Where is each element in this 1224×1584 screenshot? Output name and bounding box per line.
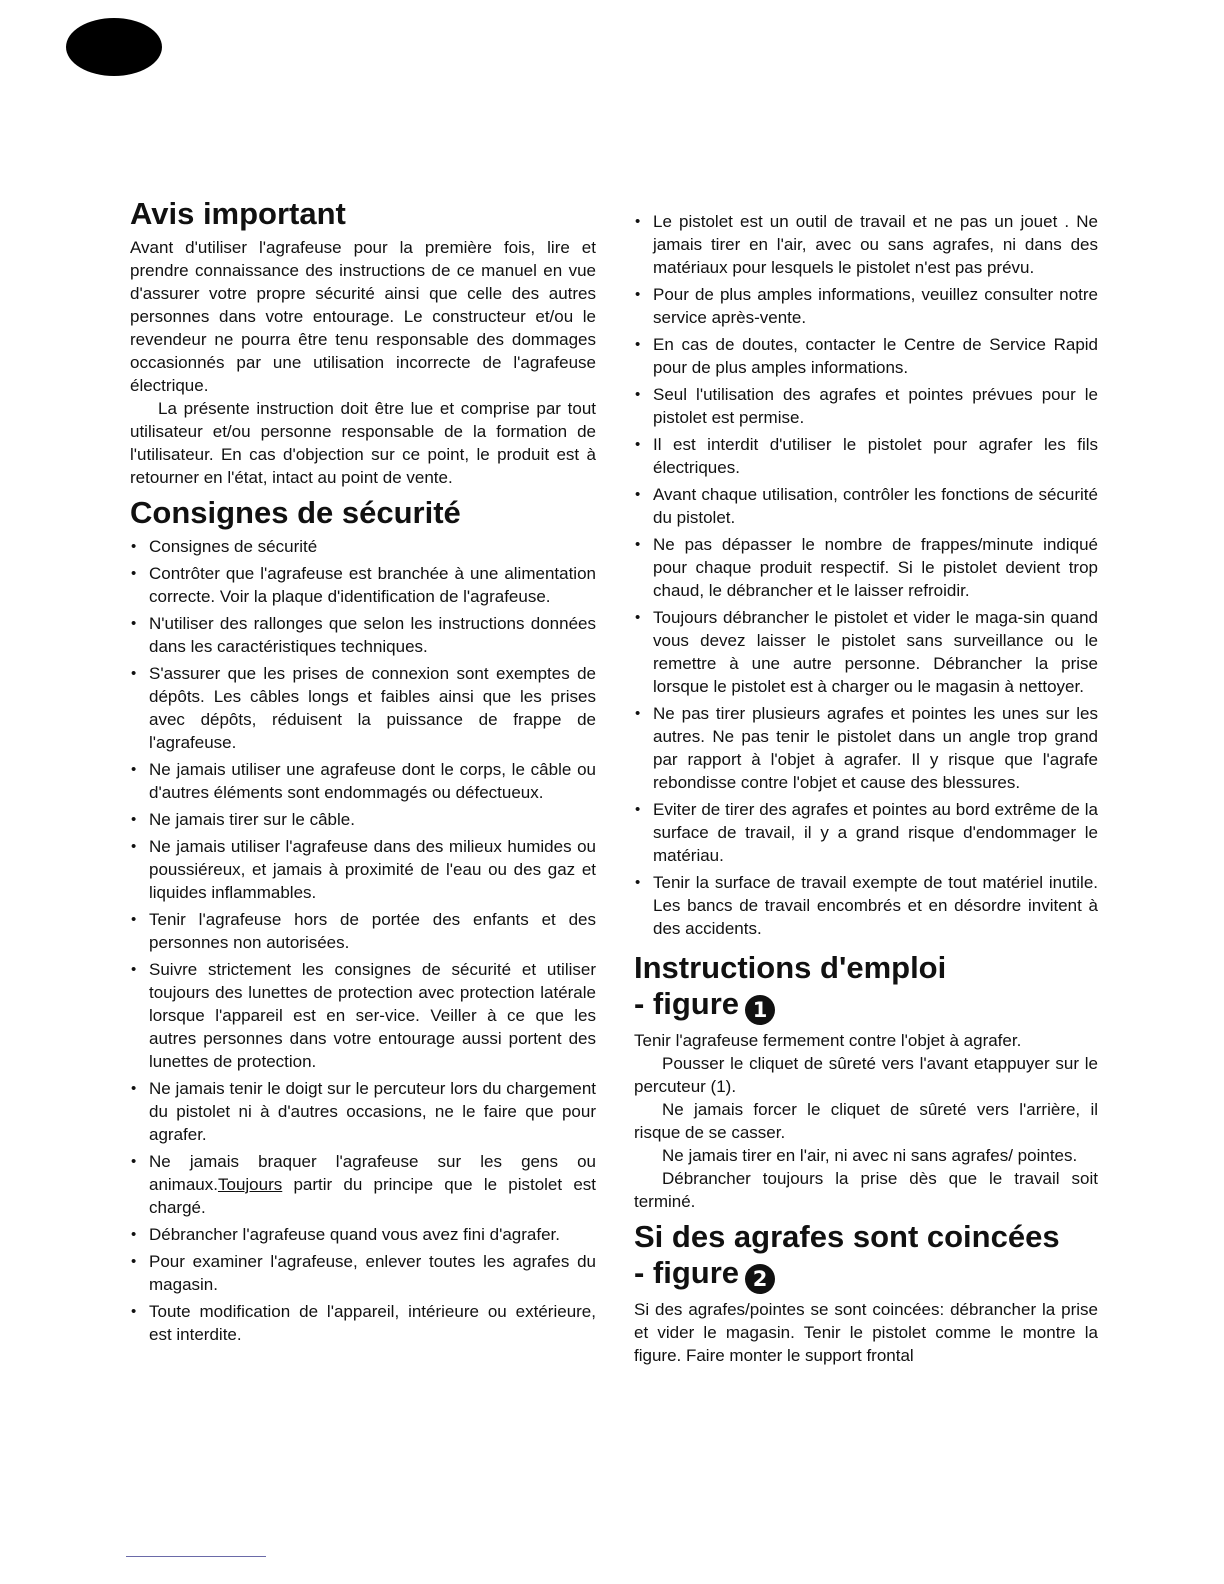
consignes-title: Consignes de sécurité [130, 495, 461, 530]
emploi-paragraph-3: Ne jamais forcer le cliquet de sûreté vers l'arrière, il risque de se casser. [634, 1100, 1098, 1142]
list-item: • Tenir la surface de travail exempte de tout matériel inutile. Les bancs de travail encombrés et en désordre invitent à des accidents. [634, 871, 1098, 940]
avis-paragraph-1: Avant d'utiliser l'agrafeuse pour la première fois, lire et prendre connaissance des instructions de ce manuel en vue d'assurer votre propre sécurité ainsi que celle des autres personnes dans votre entourage. Le constructeur et/ou le revendeur ne pourra être tenu responsable des dommages occasionnés par une utilisation incorrecte de l'agrafeuse électrique. [130, 238, 596, 395]
emploi-paragraph-5: Débrancher toujours la prise dès que le travail soit terminé. [634, 1169, 1098, 1211]
right-column [634, 210, 1098, 1367]
list-item: • S'assurer que les prises de connexion sont exemptes de dépôts. Les câbles longs et faibles ainsi que les prises avec dépôts, réduisent la puissance de frappe de l'agrafeuse. [130, 662, 596, 754]
consignes-list [130, 535, 596, 1346]
list-item: • Ne jamais tirer sur le câble. [130, 808, 596, 831]
braquer-text: Ne jamais braquer l'agrafeuse sur les gens ou animaux. [149, 1152, 596, 1194]
safety-list-continued [634, 210, 1098, 940]
coince-title-line-1: Si des agrafes sont coincées [634, 1219, 1060, 1254]
list-item: • Il est interdit d'utiliser le pistolet pour agrafer les fils électriques. [634, 433, 1098, 479]
list-item: • Consignes de sécurité [130, 535, 596, 558]
language-badge [66, 18, 162, 76]
list-item: • Avant chaque utilisation, contrôler les fonctions de sécurité du pistolet. [634, 483, 1098, 529]
emploi-title [634, 950, 1098, 1025]
avis-paragraph-2: La présente instruction doit être lue et comprise par tout utilisateur et/ou personne responsable de la formation de l'utilisateur. En cas d'objection sur ce point, le produit est à retourner en l'état, intact au point de vente. [130, 399, 596, 487]
coince-title [634, 1219, 1098, 1294]
list-item: • Tenir l'agrafeuse hors de portée des enfants et des personnes non autorisées. [130, 908, 596, 954]
avis-title: Avis important [130, 196, 346, 231]
figure-2-badge: 2 [745, 1264, 775, 1294]
footer-rule [126, 1556, 266, 1557]
left-column [130, 196, 596, 1350]
list-item: • Ne pas tirer plusieurs agrafes et pointes les unes sur les autres. Ne pas tenir le pistolet dans un angle trop grand par rapport à l'objet à agrafer. Il y risque que l'agrafe rebondisse contre l'objet et cause des blessures. [634, 702, 1098, 794]
list-item-braquer [130, 1150, 596, 1219]
coince-paragraph-1: Si des agrafes/pointes se sont coincées: débrancher la prise et vider le magasin. Tenir le pistolet comme le montre la figure. Faire monter le support frontal [634, 1300, 1098, 1365]
emploi-paragraph-4: Ne jamais tirer en l'air, ni avec ni sans agrafes/ pointes. [662, 1146, 1078, 1165]
list-item: • Eviter de tirer des agrafes et pointes au bord extrême de la surface de travail, il y a grand risque d'endommager le matériau. [634, 798, 1098, 867]
coince-title-line-2: - figure [634, 1255, 740, 1290]
list-item: • Ne jamais tenir le doigt sur le percuteur lors du chargement du pistolet ni à d'autres occasions, ne le faire que pour agrafer. [130, 1077, 596, 1146]
braquer-text-end: partir du principe que le pistolet est chargé. [149, 1175, 596, 1217]
list-item: • Ne pas dépasser le nombre de frappes/minute indiqué pour chaque produit respectif. Si le pistolet devient trop chaud, le débrancher et le laisser refroidir. [634, 533, 1098, 602]
list-item: • Toujours débrancher le pistolet et vider le maga-sin quand vous devez laisser le pistolet sans surveillance ou le remettre à une autre personne. Débrancher la prise lorsque le pistolet est à charger ou le magasin à nettoyer. [634, 606, 1098, 698]
braquer-underlined: Toujours [217, 1175, 283, 1194]
emploi-paragraph-2: Pousser le cliquet de sûreté vers l'avant etappuyer sur le percuteur (1). [634, 1054, 1098, 1096]
list-item: • Le pistolet est un outil de travail et ne pas un jouet . Ne jamais tirer en l'air, avec ou sans agrafes, ni dans des matériaux pour lesquels le pistolet n'est pas prévu. [634, 210, 1098, 279]
list-item: • En cas de doutes, contacter le Centre de Service Rapid pour de plus amples informations. [634, 333, 1098, 379]
list-item: • Contrôter que l'agrafeuse est branchée à une alimentation correcte. Voir la plaque d'identification de l'agrafeuse. [130, 562, 596, 608]
emploi-title-line-1: Instructions d'emploi [634, 950, 947, 985]
emploi-paragraph-1: Tenir l'agrafeuse fermement contre l'objet à agrafer. [634, 1031, 1022, 1050]
list-item: • N'utiliser des rallonges que selon les instructions données dans les caractéristiques techniques. [130, 612, 596, 658]
list-item: • Pour de plus amples informations, veuillez consulter notre service après-vente. [634, 283, 1098, 329]
emploi-title-line-2: - figure [634, 986, 740, 1021]
list-item: • Suivre strictement les consignes de sécurité et utiliser toujours des lunettes de protection avec protection latérale lorsque l'appareil est en ser-vice. Veiller à ce que les autres personnes dans votre entourage aussi portent des lunettes de protection. [130, 958, 596, 1073]
list-item: • Ne jamais utiliser l'agrafeuse dans des milieux humides ou poussiéreux, et jamais à proximité de l'eau ou des gaz et liquides inflammables. [130, 835, 596, 904]
list-item: • Toute modification de l'appareil, intérieure ou extérieure, est interdite. [130, 1300, 596, 1346]
figure-1-badge: 1 [745, 995, 775, 1025]
list-item: • Débrancher l'agrafeuse quand vous avez fini d'agrafer. [130, 1223, 596, 1246]
list-item: • Seul l'utilisation des agrafes et pointes prévues pour le pistolet est permise. [634, 383, 1098, 429]
list-item: • Ne jamais utiliser une agrafeuse dont le corps, le câble ou d'autres éléments sont endommagés ou défectueux. [130, 758, 596, 804]
list-item: • Pour examiner l'agrafeuse, enlever toutes les agrafes du magasin. [130, 1250, 596, 1296]
